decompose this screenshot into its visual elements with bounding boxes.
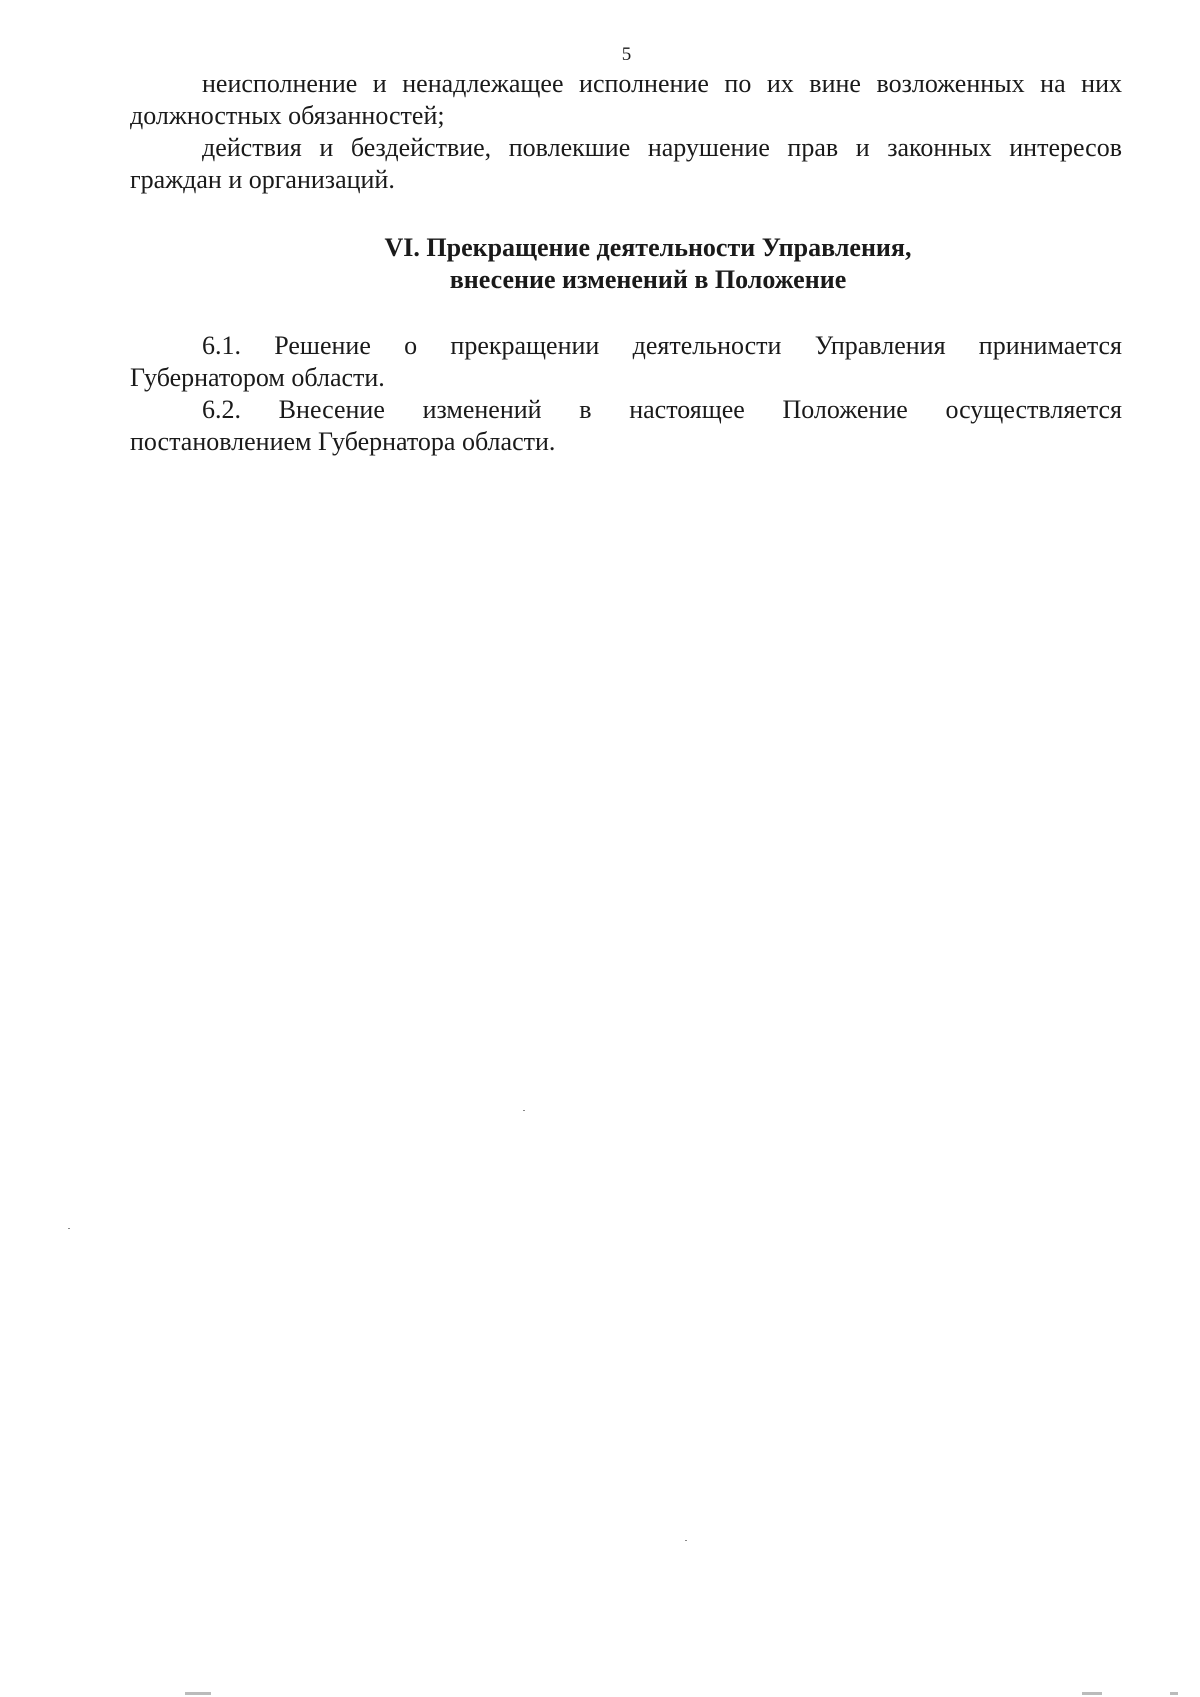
scan-edge-mark bbox=[185, 1692, 211, 1695]
page-number: 5 bbox=[621, 44, 632, 65]
scan-edge-mark bbox=[1082, 1692, 1102, 1695]
section-heading-line-2: внесение изменений в Положение bbox=[449, 265, 847, 294]
section-heading bbox=[130, 232, 1122, 296]
scan-speck bbox=[68, 1228, 70, 1229]
section-heading-line-1: VI. Прекращение деятельности Управления, bbox=[384, 233, 912, 262]
paragraph-6-2: 6.2. Внесение изменений в настоящее Положение осуществляется постановлением Губернатора области. bbox=[130, 395, 1122, 456]
paragraph-6-1: 6.1. Решение о прекращении деятельности Управления принимается Губернатором области. bbox=[130, 331, 1122, 392]
scan-speck bbox=[685, 1540, 687, 1541]
paragraph-duties: неисполнение и ненадлежащее исполнение по их вине возложенных на них должностных обязанностей; bbox=[130, 69, 1122, 130]
scan-speck bbox=[523, 1110, 525, 1111]
paragraph-actions: действия и бездействие, повлекшие нарушение прав и законных интересов граждан и организаций. bbox=[130, 133, 1122, 194]
scan-edge-mark bbox=[1170, 1692, 1178, 1695]
document-body bbox=[130, 68, 1122, 458]
